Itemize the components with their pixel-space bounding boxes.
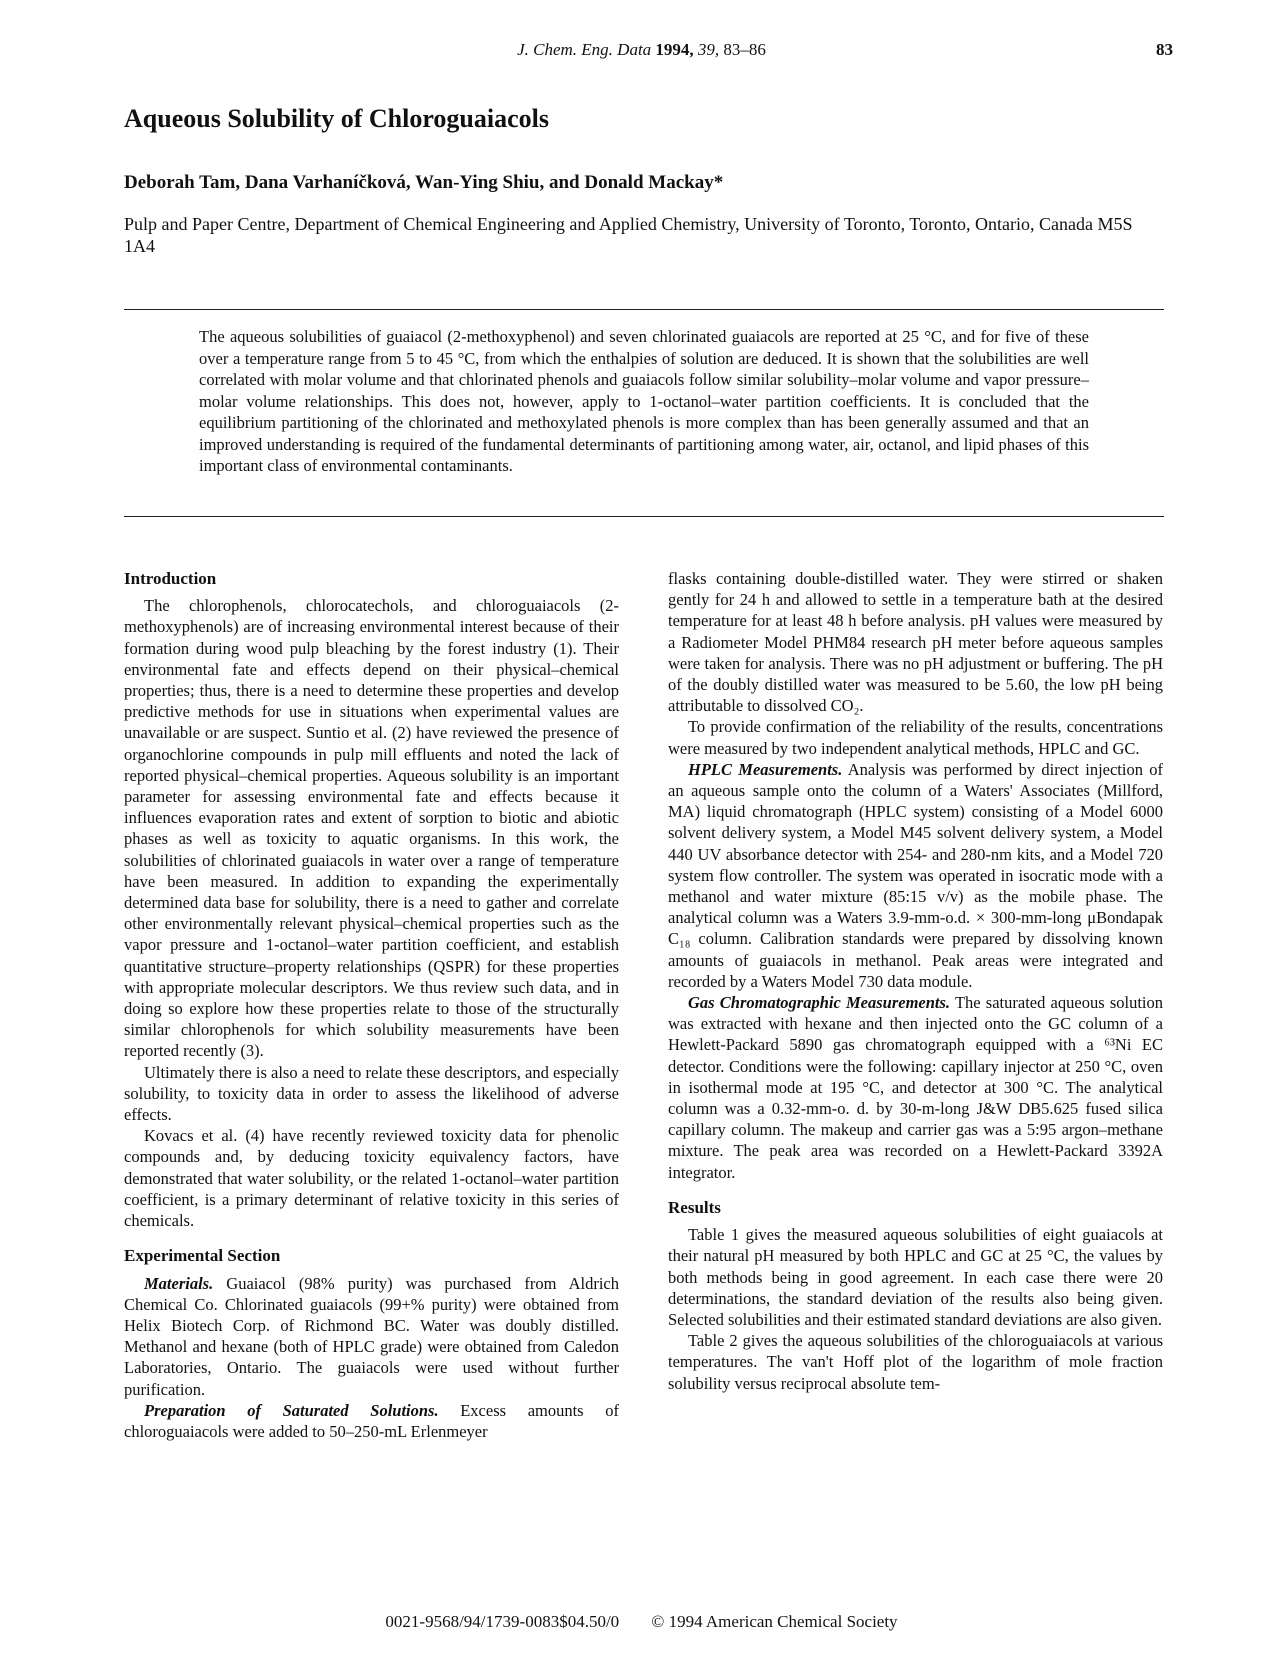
materials-text: Guaiacol (98% purity) was purchased from Aldrich Chemical Co. Chlorinated guaiacols (99+% purity) were obtained from Helix Biotech Corp. of Richmond BC. Water was doubly distilled. Methanol and hexane (both of HPLC grade) were obtained from Caledon Laboratories, Ontario. The guaiacols were used without further purification. bbox=[124, 1273, 619, 1399]
journal-pages: 83–86 bbox=[723, 40, 766, 59]
copyright: © 1994 American Chemical Society bbox=[651, 1612, 898, 1631]
left-column bbox=[124, 568, 619, 1442]
page-footer bbox=[0, 1612, 1283, 1632]
preparation-label: Preparation of Saturated Solutions. bbox=[144, 1400, 439, 1420]
hplc-text: Analysis was performed by direct injection of an aqueous sample onto the column of a Waters' Associates (Millford, MA) liquid chromatograph (HPLC system) consisting of a Model 6000 solvent delivery system, a Model M45 solvent delivery system, a Model 440 UV absorbance detector with 254- and 280-nm kits, and a Model 720 system flow controller. The system was operated in isocratic mode with a methanol and water mixture (85:15 v/v) as the mobile phase. The analytical column was a Waters 3.9-mm-o.d. × 300-mm-long μBondapak C₁₈ column. Calibration standards were prepared by dissolving known amounts of guaiacols in methanol. Peak areas were integrated and recorded by a Waters Model 730 data module. bbox=[668, 759, 1163, 991]
abstract-bottom-rule bbox=[124, 516, 1164, 517]
right-column bbox=[668, 568, 1163, 1394]
affiliation: Pulp and Paper Centre, Department of Chemical Engineering and Applied Chemistry, University of Toronto, Toronto, Ontario, Canada M5S 1A4 bbox=[124, 214, 1133, 256]
intro-paragraph-3: Kovacs et al. (4) have recently reviewed toxicity data for phenolic compounds and, by deducing toxicity equivalency factors, have demonstrated that water solubility, or the related 1-octanol–water partition coefficient, is a primary determinant of relative toxicity in this series of chemicals. bbox=[124, 1126, 619, 1231]
intro-paragraph-2: Ultimately there is also a need to relate these descriptors, and especially solubility, to toxicity data in order to assess the likelihood of adverse effects. bbox=[124, 1062, 619, 1125]
preparation-continued: flasks containing double-distilled water. They were stirred or shaken gently for 24 h and allowed to settle in a temperature bath at the desired temperature for at least 48 h before analysis. pH values were measured by a Radiometer Model PHM84 research pH meter before aqueous samples were taken for analysis. There was no pH adjustment or buffering. The pH of the doubly distilled water was measured to be 5.60, the low pH being attributable to dissolved CO₂. bbox=[668, 569, 1163, 716]
results-paragraph-2: Table 2 gives the aqueous solubilities of the chloroguaiacols at various temperatures. The van't Hoff plot of the logarithm of mole fraction solubility versus reciprocal absolute tem- bbox=[668, 1331, 1163, 1393]
page-number: 83 bbox=[1156, 40, 1173, 59]
article-code: 0021-9568/94/1739-0083$04.50/0 bbox=[385, 1612, 620, 1631]
author-list: Deborah Tam, Dana Varhaníčková, Wan-Ying Shiu, and Donald Mackay* bbox=[124, 172, 724, 193]
journal-name: J. Chem. Eng. Data bbox=[517, 40, 652, 59]
running-head bbox=[0, 40, 1283, 60]
results-paragraph-1: Table 1 gives the measured aqueous solubilities of eight guaiacols at their natural pH measured by both HPLC and GC at 25 °C, the values by both methods being in good agreement. In each case there were 20 determinations, the standard deviation of the results also being given. Selected solubilities and their estimated standard deviations are also given. bbox=[668, 1225, 1163, 1329]
article-title: Aqueous Solubility of Chloroguaiacols bbox=[124, 104, 550, 133]
results-heading: Results bbox=[668, 1197, 721, 1217]
hplc-paragraph bbox=[668, 759, 1163, 992]
gc-label: Gas Chromatographic Measurements. bbox=[688, 993, 951, 1013]
confirmation-paragraph: To provide confirmation of the reliability of the results, concentrations were measured by two independent analytical methods, HPLC and GC. bbox=[668, 717, 1163, 758]
gc-text: The saturated aqueous solution was extracted with hexane and then injected onto the GC column of a Hewlett-Packard 5890 gas chromatograph equipped with a ⁶³Ni EC detector. Conditions were the following: capillary injector at 250 °C, oven in isothermal mode at 195 °C, and detector at 300 °C. The analytical column was a 0.32-mm-o. d. by 30-m-long J&W DB5.625 fused silica capillary column. The makeup and carrier gas was a 5:95 argon–methane mixture. The peak area was recorded on a Hewlett-Packard 3392A integrator. bbox=[668, 993, 1163, 1182]
preparation-text: Excess amounts of chloroguaiacols were added to 50–250-mL Erlenmeyer bbox=[124, 1400, 619, 1441]
materials-paragraph bbox=[124, 1273, 619, 1400]
introduction-heading: Introduction bbox=[124, 569, 217, 588]
intro-paragraph-1: The chlorophenols, chlorocatechols, and chloroguaiacols (2-methoxyphenols) are of increasing environmental interest because of their formation during wood pulp bleaching by the forest industry (1). Their environmental fate and effects depend on their physical–chemical properties; thus, there is a need to determine these properties and develop predictive methods for use in situations when experimental values are unavailable or are suspect. Suntio et al. (2) have reviewed the presence of organochlorine compounds in pulp mill effluents and noted the lack of reported physical–chemical properties. Aqueous solubility is an important parameter for assessing environmental fate and effects because it influences evaporation rates and extent of sorption to biotic and abiotic phases as well as toxicity to aquatic organisms. In this work, the solubilities of chlorinated guaiacols in water over a range of temperature have been measured. In addition to expanding the experimentally determined data base for solubility, there is a need to gather and correlate other environmentally relevant physical–chemical properties such as the vapor pressure and 1-octanol–water partition coefficient, and establish quantitative structure–property relationships (QSPR) for these properties with appropriate molecular descriptors. We thus review such data, and in doing so explore how these properties relate to those of the structurally similar chlorophenols for which solubility measurements have been reported recently (3). bbox=[124, 596, 619, 1061]
journal-year: 1994, bbox=[655, 40, 694, 59]
gc-paragraph bbox=[668, 992, 1163, 1183]
abstract-top-rule bbox=[124, 309, 1164, 310]
materials-label: Materials. bbox=[144, 1273, 214, 1293]
journal-volume: 39, bbox=[697, 40, 720, 59]
preparation-paragraph bbox=[124, 1400, 619, 1442]
experimental-heading: Experimental Section bbox=[124, 1246, 281, 1266]
abstract: The aqueous solubilities of guaiacol (2-methoxyphenol) and seven chlorinated guaiacols are reported at 25 °C, and for five of these over a temperature range from 5 to 45 °C, from which the enthalpies of solution are deduced. It is shown that the solubilities are well correlated with molar volume and that chlorinated phenols and guaiacols follow similar solubility–molar volume and vapor pressure–molar volume relationships. This does not, however, apply to 1-octanol–water partition coefficients. It is concluded that the equilibrium partitioning of the chlorinated and methoxylated phenols is more complex than has been generally assumed and that an improved understanding is required of the fundamental determinants of partitioning among water, air, octanol, and lipid phases of this important class of environmental contaminants. bbox=[199, 327, 1089, 475]
hplc-label: HPLC Measurements. bbox=[688, 759, 843, 779]
